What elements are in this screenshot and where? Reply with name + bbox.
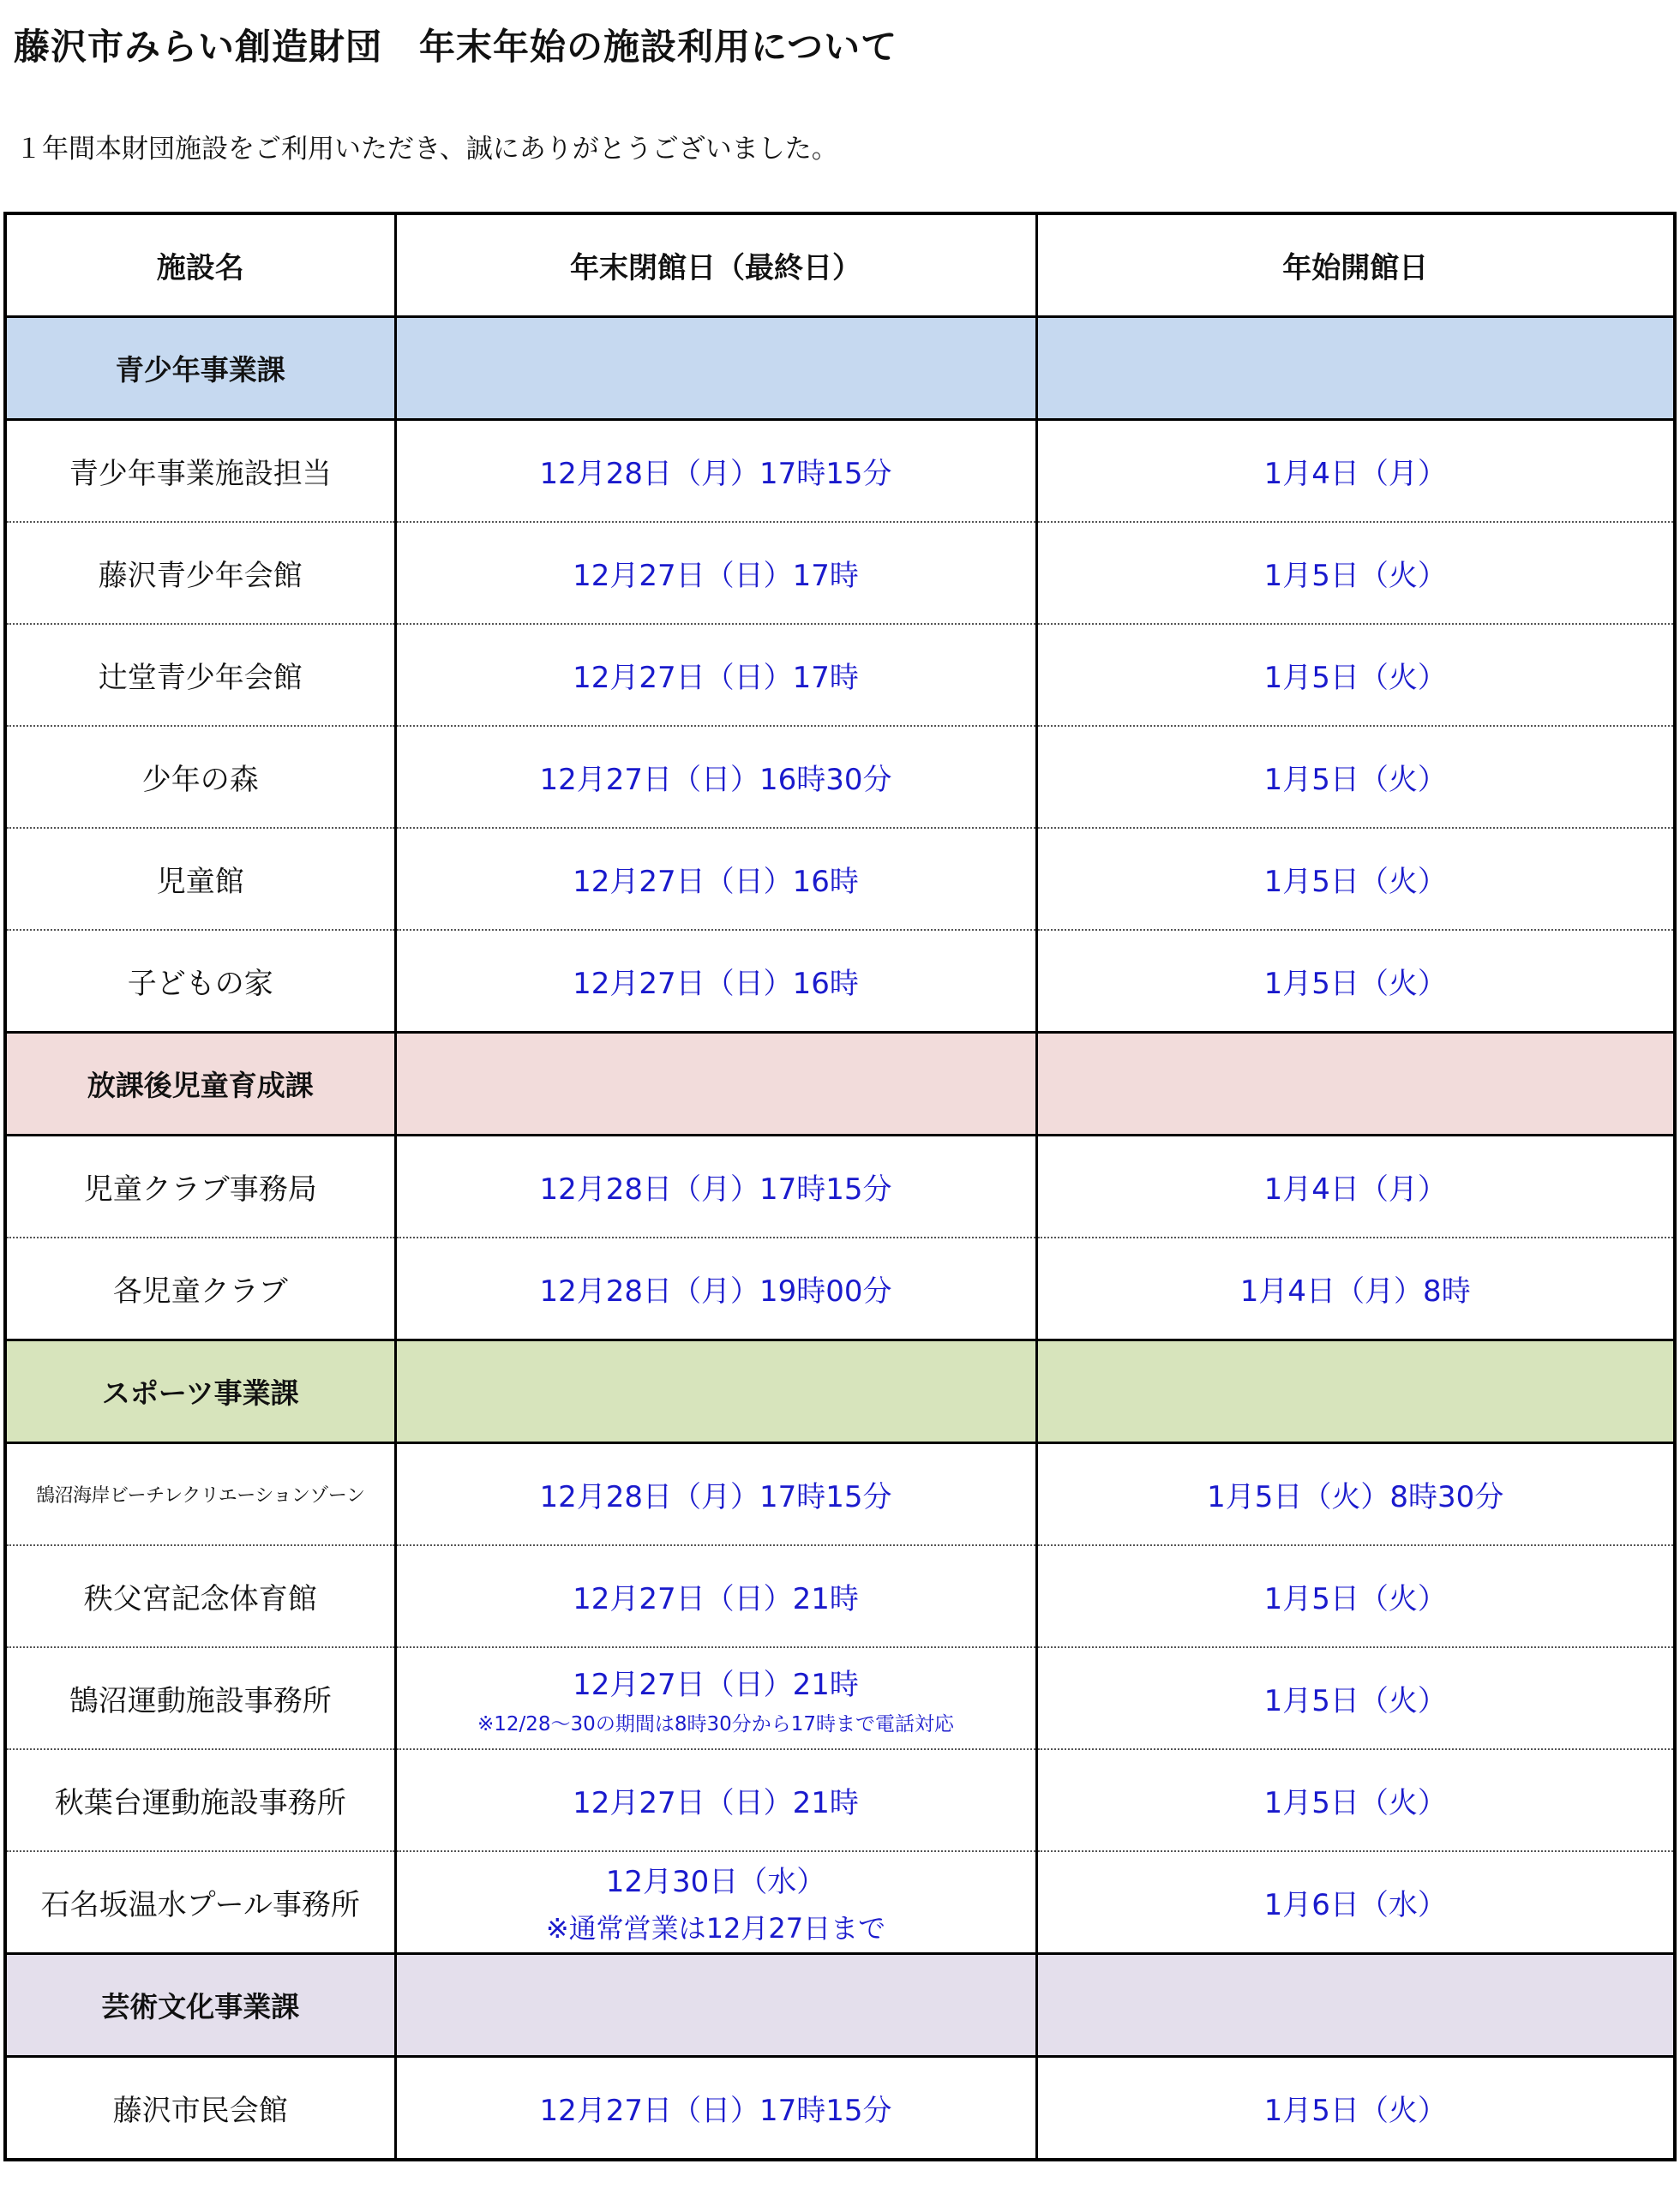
header-opening-day: 年始開館日 (1036, 213, 1675, 317)
facility-name: 児童クラブ事務局 (5, 1136, 395, 1238)
closing-day: 12月27日（日）16時 (395, 930, 1036, 1033)
opening-day: 1月5日（火） (1036, 726, 1675, 828)
opening-day: 1月5日（火） (1036, 1545, 1675, 1647)
opening-day: 1月5日（火） (1036, 1749, 1675, 1851)
closing-day: 12月27日（日）21時 (573, 1667, 859, 1702)
facility-name: 秩父宮記念体育館 (5, 1545, 395, 1647)
table-row (5, 624, 1675, 726)
table-row (5, 828, 1675, 930)
closing-note: ※12/28～30の期間は8時30分から17時まで電話対応 (477, 1712, 954, 1735)
closing-day: 12月27日（日）21時 (395, 1749, 1036, 1851)
facility-name: 秋葉台運動施設事務所 (5, 1749, 395, 1851)
page-title: 藤沢市みらい創造財団 年末年始の施設利用について (14, 26, 898, 68)
table-row (5, 1238, 1675, 1340)
department-name: 芸術文化事業課 (5, 1954, 395, 2057)
closing-day-cell (395, 1647, 1036, 1749)
facility-name: 鵠沼運動施設事務所 (5, 1647, 395, 1749)
closing-day: 12月28日（月）17時15分 (395, 420, 1036, 523)
opening-day: 1月5日（火） (1036, 1647, 1675, 1749)
closing-day: 12月27日（日）17時 (395, 624, 1036, 726)
opening-day: 1月4日（月）8時 (1036, 1238, 1675, 1340)
opening-day: 1月4日（月） (1036, 420, 1675, 523)
header-facility-name: 施設名 (5, 213, 395, 317)
department-row (5, 1033, 1675, 1136)
table-row (5, 420, 1675, 523)
department-row (5, 1340, 1675, 1443)
department-row (5, 317, 1675, 420)
closing-day: 12月27日（日）17時 (395, 522, 1036, 624)
table-row (5, 726, 1675, 828)
closing-day: 12月27日（日）16時30分 (395, 726, 1036, 828)
table-row (5, 1851, 1675, 1954)
closing-day: 12月27日（日）17時15分 (395, 2057, 1036, 2161)
department-name: 放課後児童育成課 (5, 1033, 395, 1136)
opening-day: 1月5日（火）8時30分 (1036, 1443, 1675, 1546)
opening-day: 1月5日（火） (1036, 930, 1675, 1033)
facility-name: 鵠沼海岸ビーチレクリエーションゾーン (5, 1443, 395, 1546)
table-row (5, 1647, 1675, 1749)
closing-day-cell (395, 1851, 1036, 1954)
opening-day: 1月5日（火） (1036, 624, 1675, 726)
table-row (5, 2057, 1675, 2161)
table-row (5, 1545, 1675, 1647)
table-row (5, 1136, 1675, 1238)
header-closing-day: 年末閉館日（最終日） (395, 213, 1036, 317)
department-name: スポーツ事業課 (5, 1340, 395, 1443)
closing-day: 12月28日（月）17時15分 (395, 1443, 1036, 1546)
facility-name: 少年の森 (5, 726, 395, 828)
facility-name: 各児童クラブ (5, 1238, 395, 1340)
facility-name: 子どもの家 (5, 930, 395, 1033)
opening-day: 1月5日（火） (1036, 522, 1675, 624)
intro-text: １年間本財団施設をご利用いただき、誠にありがとうございました。 (15, 134, 838, 165)
department-name: 青少年事業課 (5, 317, 395, 420)
closing-day: 12月28日（月）19時00分 (395, 1238, 1036, 1340)
facility-name: 藤沢市民会館 (5, 2057, 395, 2161)
department-row (5, 1954, 1675, 2057)
opening-day: 1月5日（火） (1036, 2057, 1675, 2161)
facility-name: 児童館 (5, 828, 395, 930)
facility-name: 藤沢青少年会館 (5, 522, 395, 624)
facility-name: 石名坂温水プール事務所 (5, 1851, 395, 1954)
facility-name: 辻堂青少年会館 (5, 624, 395, 726)
opening-day: 1月4日（月） (1036, 1136, 1675, 1238)
facility-name: 青少年事業施設担当 (5, 420, 395, 523)
opening-day: 1月6日（水） (1036, 1851, 1675, 1954)
closing-day: 12月27日（日）16時 (395, 828, 1036, 930)
opening-day: 1月5日（火） (1036, 828, 1675, 930)
closing-note: ※通常営業は12月27日まで (545, 1912, 886, 1945)
table-row (5, 522, 1675, 624)
table-header-row (5, 213, 1675, 317)
table-row (5, 1749, 1675, 1851)
closing-day: 12月28日（月）17時15分 (395, 1136, 1036, 1238)
schedule-table (3, 212, 1677, 2161)
table-row (5, 930, 1675, 1033)
closing-day: 12月30日（水） (605, 1865, 826, 1899)
table-row (5, 1443, 1675, 1546)
closing-day: 12月27日（日）21時 (395, 1545, 1036, 1647)
